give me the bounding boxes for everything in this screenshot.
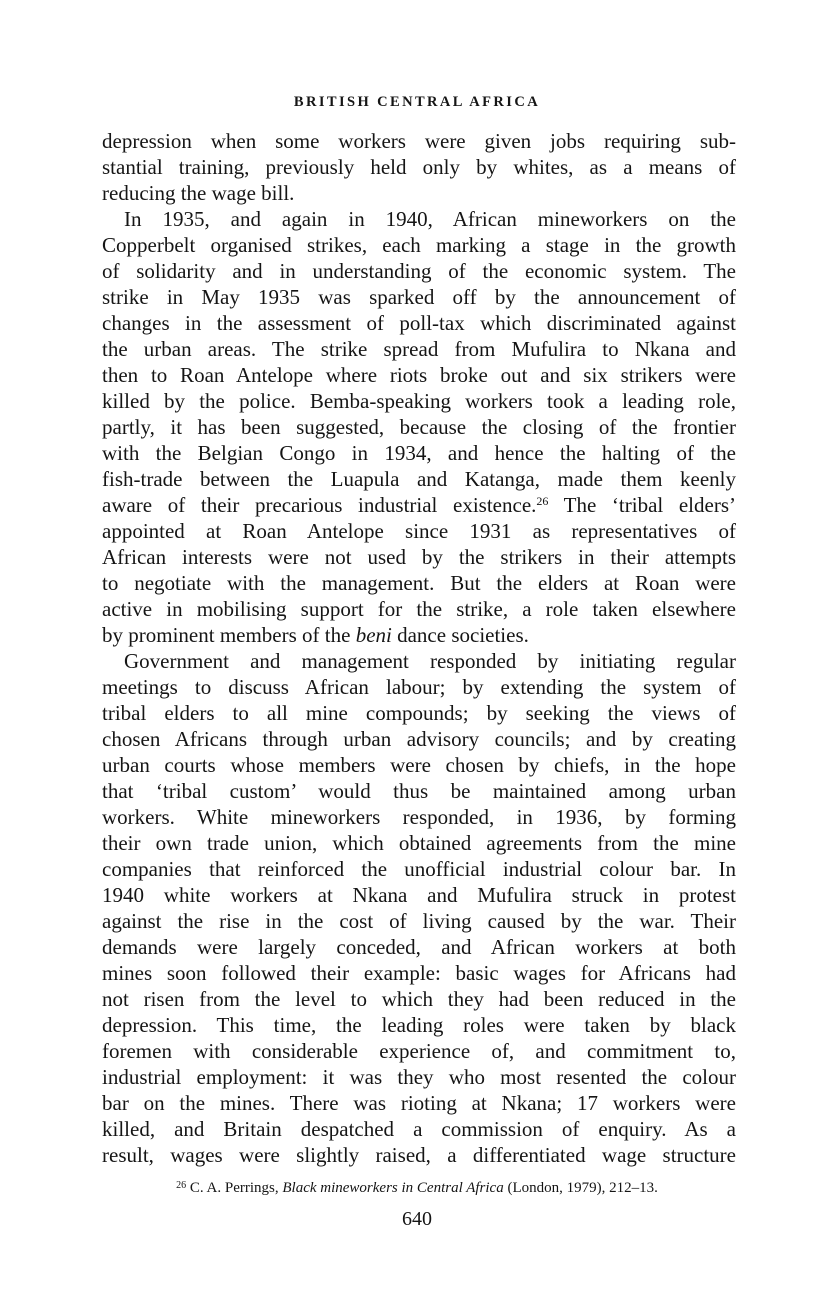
text-line (102, 960, 736, 986)
text-line (102, 622, 736, 648)
line-text: result, wages were slightly raised, a differentiated wage structure (102, 1143, 736, 1167)
line-text: that ‘tribal custom’ would thus be maintained among urban (102, 779, 736, 803)
line-text: tribal elders to all mine compounds; by seeking the views of (102, 701, 736, 725)
page-number: 640 (402, 1208, 432, 1230)
line-text: to negotiate with the management. But the elders at Roan were (102, 571, 736, 595)
text-line (102, 1116, 736, 1142)
text-line (102, 986, 736, 1012)
text-line (102, 336, 736, 362)
line-text-continued: dance societies. (391, 623, 529, 647)
footnote-reference: 26 (536, 494, 549, 508)
text-line (102, 674, 736, 700)
running-head: BRITISH CENTRAL AFRICA (293, 94, 541, 110)
line-text: workers. White mineworkers responded, in 1936, by forming (102, 805, 736, 829)
text-line (102, 1090, 736, 1116)
line-text: killed by the police. Bemba-speaking workers took a leading role, (102, 389, 736, 413)
text-line (102, 830, 736, 856)
text-line (102, 1142, 736, 1168)
line-text: meetings to discuss African labour; by extending the system of (102, 675, 736, 699)
footnote-marker: 26 (176, 1180, 187, 1191)
text-line (102, 154, 736, 180)
line-text: companies that reinforced the unofficial industrial colour bar. In (102, 857, 736, 881)
footnote-title: Black mineworkers in Central Africa (282, 1180, 504, 1196)
line-text: their own trade union, which obtained agreements from the mine (102, 831, 736, 855)
text-line (102, 518, 736, 544)
line-text: depression. This time, the leading roles were taken by black (102, 1013, 736, 1037)
text-line (102, 284, 736, 310)
line-text: stantial training, previously held only by whites, as a means of (102, 155, 736, 179)
text-line (102, 856, 736, 882)
text-line (102, 1012, 736, 1038)
text-line (102, 1038, 736, 1064)
text-line (102, 1064, 736, 1090)
text-line (102, 596, 736, 622)
footnote-author: C. A. Perrings, (186, 1180, 283, 1196)
text-line (102, 206, 736, 232)
line-text: bar on the mines. There was rioting at Nkana; 17 workers were (102, 1091, 736, 1115)
footnote (0, 1180, 834, 1197)
text-line (102, 726, 736, 752)
text-line (102, 362, 736, 388)
line-text: foremen with considerable experience of, and commitment to, (102, 1039, 736, 1063)
text-line (102, 492, 736, 518)
line-text: fish-trade between the Luapula and Katanga, made them keenly (102, 467, 736, 491)
line-text: Copperbelt organised strikes, each marking a stage in the growth (102, 233, 736, 257)
text-line (102, 414, 736, 440)
text-line (102, 466, 736, 492)
line-text: 1940 white workers at Nkana and Mufulira struck in protest (102, 883, 736, 907)
text-line (102, 882, 736, 908)
line-text: of solidarity and in understanding of the economic system. The (102, 259, 736, 283)
text-line (102, 258, 736, 284)
text-line (102, 310, 736, 336)
text-line (102, 128, 736, 154)
text-line (102, 648, 736, 674)
line-text: Government and management responded by initiating regular (124, 649, 736, 673)
line-text: changes in the assessment of poll-tax which discriminated against (102, 311, 736, 335)
text-line (102, 440, 736, 466)
text-line (102, 388, 736, 414)
line-text: by prominent members of the (102, 623, 356, 647)
line-text: demands were largely conceded, and African workers at both (102, 935, 736, 959)
body-text (102, 128, 736, 1168)
line-text: chosen Africans through urban advisory councils; and by creating (102, 727, 736, 751)
line-text: mines soon followed their example: basic wages for Africans had (102, 961, 736, 985)
text-line (102, 804, 736, 830)
line-text: with the Belgian Congo in 1934, and hence the halting of the (102, 441, 736, 465)
text-line (102, 180, 736, 206)
line-text-continued: The ‘tribal elders’ (548, 493, 736, 517)
line-text: strike in May 1935 was sparked off by the announcement of (102, 285, 736, 309)
footnote-details: (London, 1979), 212–13. (503, 1180, 658, 1196)
text-line (102, 752, 736, 778)
text-line (102, 934, 736, 960)
line-text: depression when some workers were given jobs requiring sub- (102, 129, 736, 153)
text-line (102, 570, 736, 596)
italic-word: beni (355, 623, 392, 647)
line-text: not risen from the level to which they had been reduced in the (102, 987, 736, 1011)
text-line (102, 700, 736, 726)
line-text: African interests were not used by the strikers in their attempts (102, 545, 736, 569)
line-text: urban courts whose members were chosen by chiefs, in the hope (102, 753, 736, 777)
line-text: appointed at Roan Antelope since 1931 as representatives of (102, 519, 736, 543)
text-line (102, 232, 736, 258)
line-text: then to Roan Antelope where riots broke out and six strikers were (102, 363, 736, 387)
line-text: active in mobilising support for the strike, a role taken elsewhere (102, 597, 736, 621)
line-text: In 1935, and again in 1940, African mineworkers on the (124, 207, 736, 231)
line-text: partly, it has been suggested, because the closing of the frontier (102, 415, 736, 439)
line-text: industrial employment: it was they who most resented the colour (102, 1065, 736, 1089)
line-text: the urban areas. The strike spread from Mufulira to Nkana and (102, 337, 736, 361)
text-line (102, 908, 736, 934)
line-text: reducing the wage bill. (102, 181, 295, 205)
text-line (102, 544, 736, 570)
text-line (102, 778, 736, 804)
line-text: aware of their precarious industrial existence. (102, 493, 537, 517)
line-text: killed, and Britain despatched a commission of enquiry. As a (102, 1117, 736, 1141)
line-text: against the rise in the cost of living caused by the war. Their (102, 909, 736, 933)
